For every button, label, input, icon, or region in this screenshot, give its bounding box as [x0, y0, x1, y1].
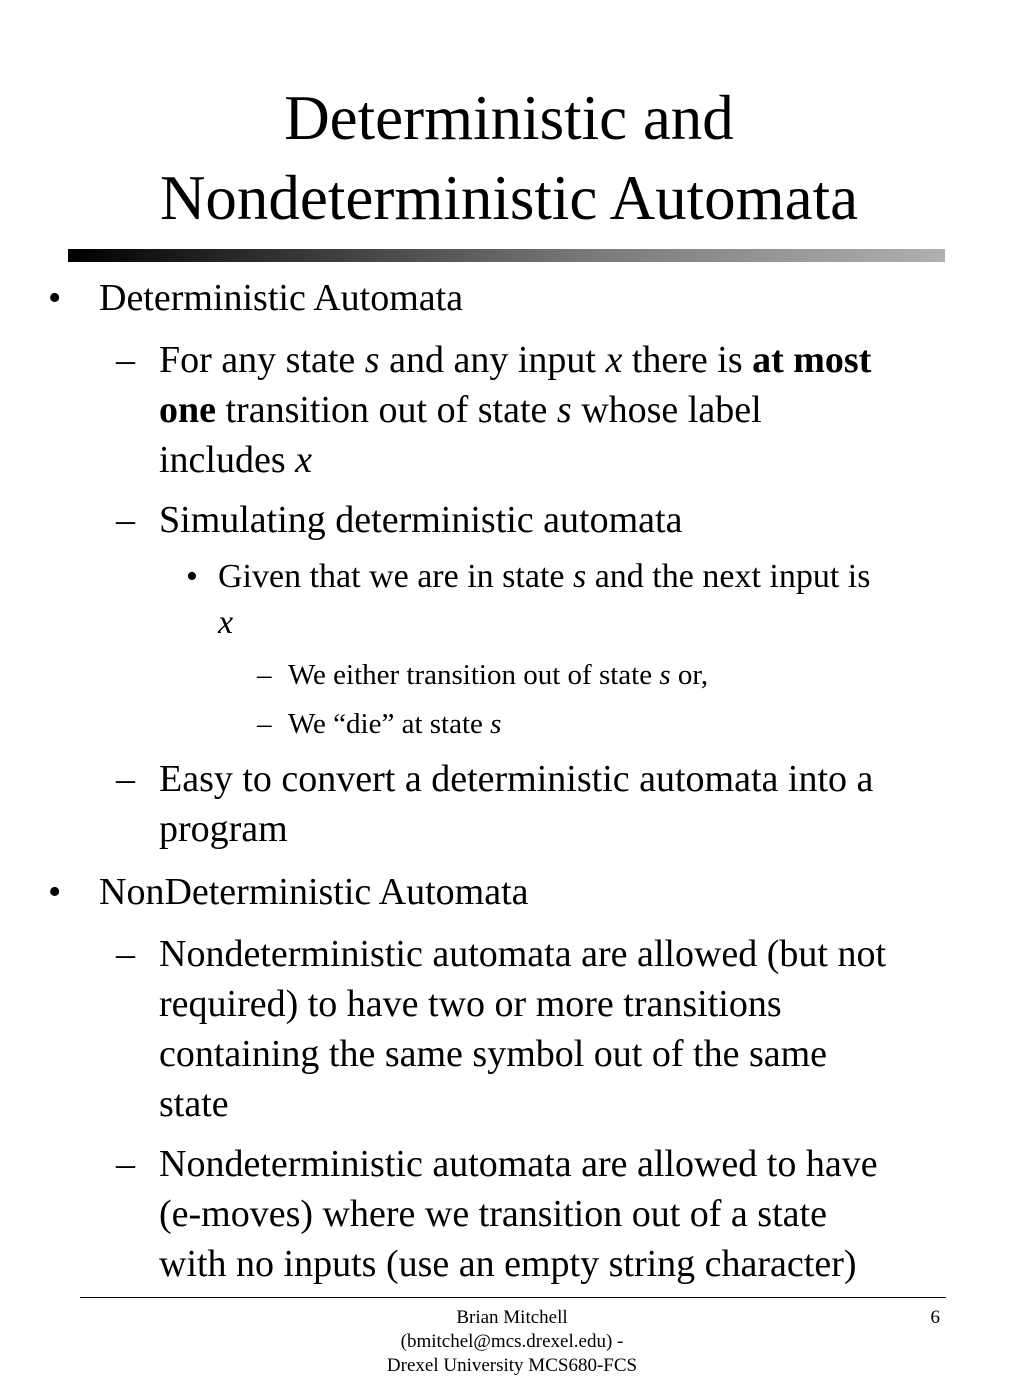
text-run: and the next input is	[586, 558, 871, 595]
footer-divider	[80, 1297, 946, 1298]
bullet-marker: •	[186, 558, 198, 595]
dash-marker: –	[116, 1143, 135, 1185]
italic-run: x	[605, 339, 623, 381]
text-run: includes	[159, 439, 296, 481]
footer-author-line-1: Brian Mitchell	[456, 1307, 568, 1328]
text-run: Given that we are in state	[218, 558, 573, 595]
det-item1-line-2	[159, 385, 762, 435]
bullet-nondeterministic-heading: NonDeterministic Automata	[99, 871, 529, 913]
italic-run: s	[490, 708, 502, 740]
text-run: there is	[622, 339, 753, 381]
det-item3-line-1: Easy to convert a deterministic automata into a	[159, 758, 874, 800]
nondet-item2-line-1: Nondeterministic automata are allowed to have	[159, 1143, 878, 1185]
italic-run: x	[218, 604, 234, 641]
slide-title-line-1: Deterministic and	[284, 83, 734, 153]
det-item1-line-3	[159, 435, 312, 485]
bullet-marker: •	[48, 277, 62, 319]
text-run: transition out of state	[216, 389, 557, 431]
text-run: and any input	[379, 339, 606, 381]
footer-author-line-2: (bmitchel@mcs.drexel.edu) -	[400, 1331, 624, 1352]
italic-run: s	[659, 659, 671, 691]
dash-marker: –	[116, 499, 135, 541]
footer-author-line-3: Drexel University MCS680-FCS	[386, 1355, 638, 1376]
italic-run: s	[572, 558, 587, 595]
det-item3-line-2: program	[159, 808, 288, 850]
bold-run: one	[159, 389, 216, 431]
bullet-marker: •	[48, 871, 62, 913]
det-sub-line-1	[218, 554, 870, 600]
det-item2-label: Simulating deterministic automata	[159, 499, 683, 541]
title-gradient-divider	[68, 249, 945, 262]
page-number: 6	[930, 1307, 940, 1328]
footer-author	[362, 1306, 662, 1378]
nondet-item1-line-3: containing the same symbol out of the same	[159, 1033, 828, 1075]
det-sub-line-2	[218, 600, 233, 646]
det-subsub-2	[288, 704, 501, 744]
text-run: whose label	[571, 389, 762, 431]
nondet-item1-line-1: Nondeterministic automata are allowed (but not	[159, 933, 887, 975]
bold-run: at most	[752, 339, 872, 381]
nondet-item2-line-2: (e-moves) where we transition out of a state	[159, 1193, 827, 1235]
text-run: or,	[670, 659, 709, 691]
slide-title	[0, 78, 1018, 238]
dash-marker: –	[257, 659, 272, 691]
dash-marker: –	[257, 708, 272, 740]
text-run: For any state	[159, 339, 365, 381]
nondet-item2-line-3: with no inputs (use an empty string character)	[159, 1243, 857, 1285]
nondet-item1-line-4: state	[159, 1083, 229, 1125]
bullet-deterministic-heading: Deterministic Automata	[99, 277, 464, 319]
dash-marker: –	[116, 933, 135, 975]
dash-marker: –	[116, 339, 135, 381]
italic-run: s	[364, 339, 380, 381]
italic-run: s	[556, 389, 572, 431]
det-subsub-1	[288, 655, 708, 695]
slide-title-line-2: Nondeterministic Automata	[159, 163, 859, 233]
nondet-item1-line-2: required) to have two or more transitions	[159, 983, 782, 1025]
text-run: We “die” at state	[288, 708, 491, 740]
text-run: We either transition out of state	[288, 659, 660, 691]
italic-run: x	[295, 439, 313, 481]
det-item1-line-1	[159, 335, 871, 385]
dash-marker: –	[116, 758, 135, 800]
